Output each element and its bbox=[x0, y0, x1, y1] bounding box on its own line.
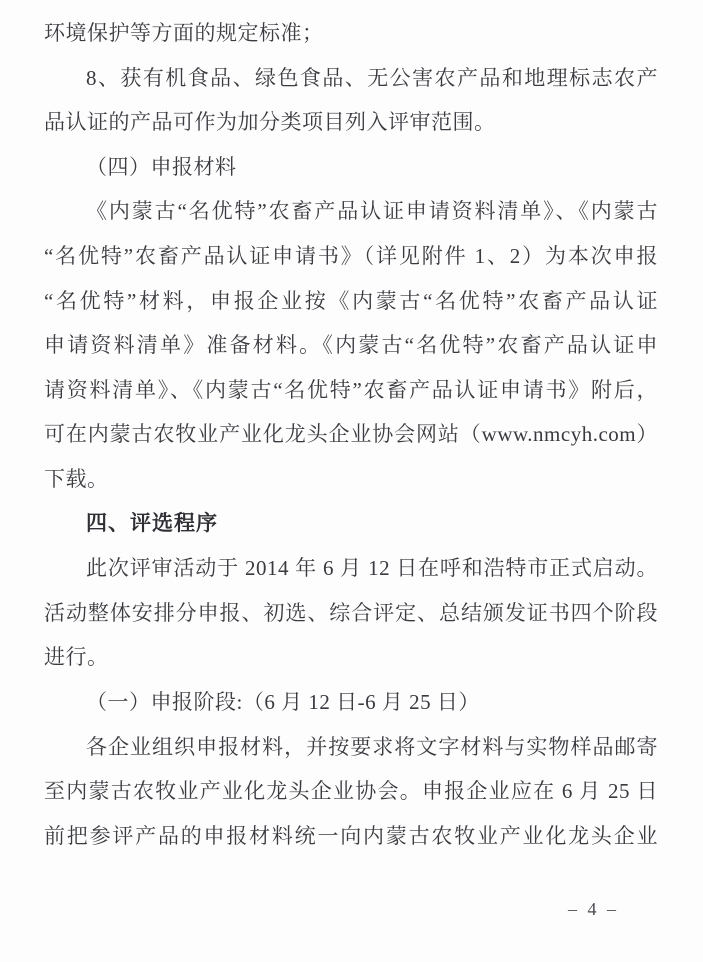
text-line: 活动整体安排分申报、初选、综合评定、总结颁发证书四个阶段 bbox=[44, 600, 658, 625]
text-line: 8、获有机食品、绿色食品、无公害农产品和地理标志农产 bbox=[86, 65, 658, 90]
text-line: 各企业组织申报材料，并按要求将文字材料与实物样品邮寄 bbox=[86, 734, 658, 759]
subsection-heading: （一）申报阶段:（6 月 12 日-6 月 25 日） bbox=[86, 689, 480, 714]
text-line: 前把参评产品的申报材料统一向内蒙古农牧业产业化龙头企业 bbox=[44, 823, 658, 848]
text-line: 至内蒙古农牧业产业化龙头企业协会。申报企业应在 6 月 25 日 bbox=[44, 779, 658, 804]
text-line: 品认证的产品可作为加分类项目列入评审范围。 bbox=[44, 110, 496, 135]
text-line: 申请资料清单》准备材料。《内蒙古“名优特”农畜产品认证申 bbox=[44, 333, 658, 358]
text-line: 《内蒙古“名优特”农畜产品认证申请资料清单》、《内蒙古 bbox=[86, 199, 658, 224]
text-line: 环境保护等方面的规定标准； bbox=[44, 21, 324, 45]
text-line: “名优特”农畜产品认证申请书》（详见附件 1、2）为本次申报 bbox=[44, 243, 658, 268]
text-line: 下载。 bbox=[44, 466, 109, 491]
page-number: – 4 – bbox=[568, 899, 619, 919]
subsection-heading: （四）申报材料 bbox=[86, 154, 237, 179]
text-line: 请资料清单》、《内蒙古“名优特”农畜产品认证申请书》附后， bbox=[44, 377, 658, 402]
text-line: 可在内蒙古农牧业产业化龙头企业协会网站（www.nmcyh.com） bbox=[44, 422, 658, 447]
document-body bbox=[44, 11, 658, 858]
section-heading: 四、评选程序 bbox=[86, 511, 218, 535]
text-line: 此次评审活动于 2014 年 6 月 12 日在呼和浩特市正式启动。 bbox=[86, 556, 658, 581]
text-line: “名优特”材料，申报企业按《内蒙古“名优特”农畜产品认证 bbox=[44, 288, 658, 313]
text-line: 进行。 bbox=[44, 645, 109, 670]
